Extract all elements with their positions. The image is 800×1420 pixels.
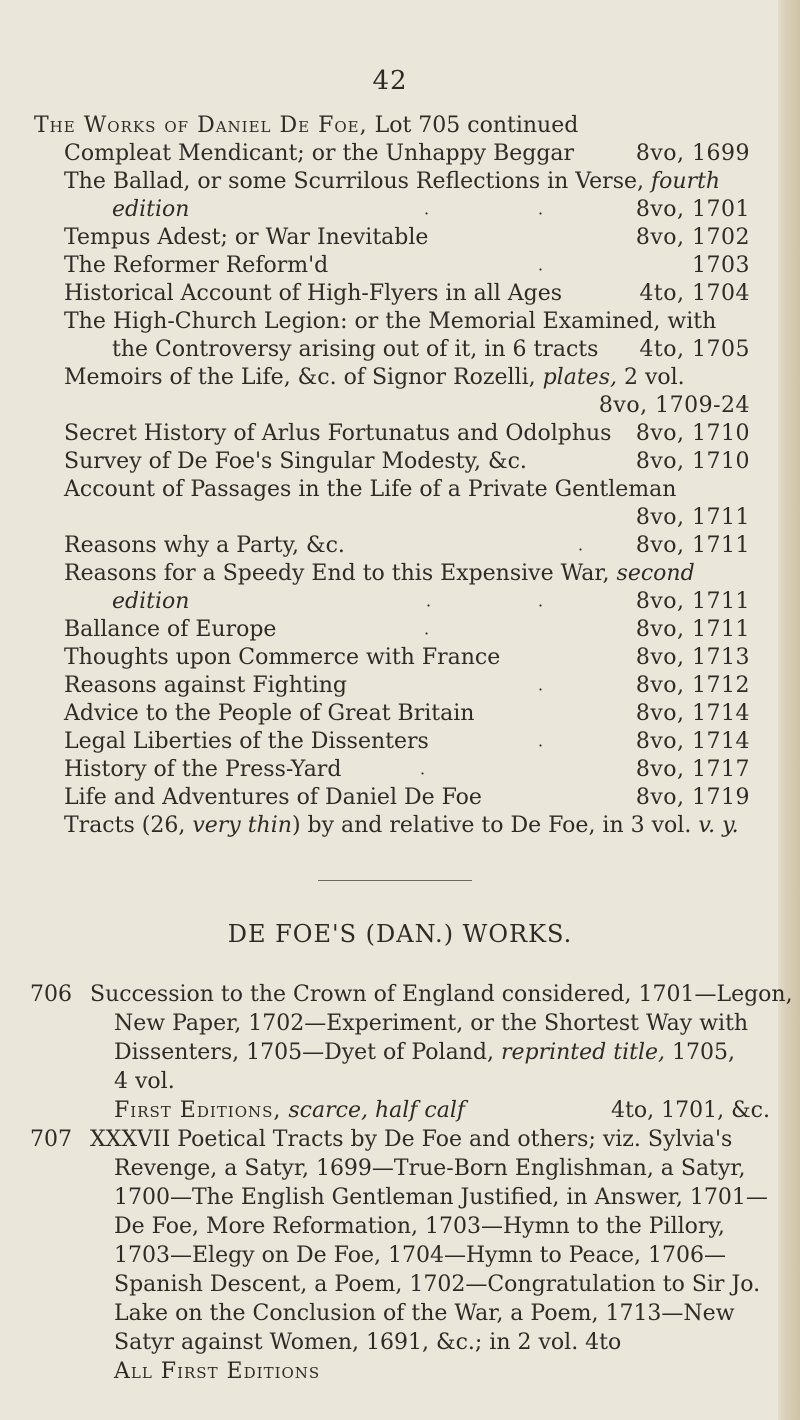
entry-title: Thoughts upon Commerce with France [64, 645, 501, 670]
entry-format: 8vo, 1711 [635, 617, 750, 642]
entry-format: 8vo, 1717 [635, 757, 750, 782]
leader-dot: · [426, 596, 432, 615]
entry-format: 4to, 1705 [639, 337, 750, 362]
entry-title: Account of Passages in the Life of a Private Gentleman [64, 477, 677, 502]
leader-dot: · [424, 624, 430, 643]
entry-title: Tempus Adest; or War Inevitable [64, 225, 429, 250]
entry-format: 8vo, 1699 [635, 141, 750, 166]
entry-format: 8vo, 1711 [635, 505, 750, 530]
entry-format: 8vo, 1711 [635, 533, 750, 558]
section-title: DE FOE'S (DAN.) WORKS. [227, 920, 573, 948]
entry-format: 1703 [692, 253, 750, 278]
entry-title: Advice to the People of Great Britain [64, 701, 475, 726]
entry-format: 8vo, 1713 [635, 645, 750, 670]
entry-title: Reasons against Fighting [64, 673, 348, 698]
entry-format: 8vo, 1714 [635, 701, 750, 726]
entry-title: Memoirs of the Life, &c. of Signor Rozelli, plates, 2 vol. [64, 365, 685, 390]
leader-dot: · [538, 736, 544, 755]
lot-line: XXXVII Poetical Tracts by De Foe and others; viz. Sylvia's [90, 1127, 733, 1152]
lot-line: 1700—The English Gentleman Justified, in Answer, 1701— [114, 1185, 768, 1210]
entry-title: Life and Adventures of Daniel De Foe [64, 785, 482, 810]
lot-line: Succession to the Crown of England considered, 1701—Legon, [90, 982, 793, 1007]
entry-title: History of the Press-Yard [64, 757, 342, 782]
leader-dot: · [424, 204, 430, 223]
entry-title: The High-Church Legion: or the Memorial Examined, with [64, 309, 717, 334]
entry-title-cont: the Controversy arising out of it, in 6 tracts [112, 337, 599, 362]
entry-title: The Ballad, or some Scurrilous Reflections in Verse, fourth [64, 169, 721, 194]
entry-title: Reasons why a Party, &c. [64, 533, 345, 558]
page-edge [778, 0, 800, 1420]
entry-format: 8vo, 1712 [635, 673, 750, 698]
lot-line: New Paper, 1702—Experiment, or the Shortest Way with [114, 1011, 749, 1036]
lot-edition-line: First Editions, scarce, half calf [114, 1098, 466, 1123]
entry-title: Legal Liberties of the Dissenters [64, 729, 429, 754]
heading-suffix: Lot 705 continued [374, 113, 579, 138]
lot-line: 1703—Elegy on De Foe, 1704—Hymn to Peace, 1706— [114, 1243, 726, 1268]
lot-format: 4to, 1701, &c. [611, 1098, 770, 1123]
entry-format: 8vo, 1711 [635, 589, 750, 614]
lot-line: Satyr against Women, 1691, &c.; in 2 vol. 4to [114, 1330, 622, 1355]
entry-format: 4to, 1704 [639, 281, 750, 306]
page-number: 42 [372, 66, 408, 96]
section-rule [318, 880, 472, 881]
leader-dot: · [420, 764, 426, 783]
leader-dot: · [538, 680, 544, 699]
lot-edition-line: All First Editions [114, 1359, 321, 1384]
lot-line: 4 vol. [114, 1069, 175, 1094]
leader-dot: · [538, 204, 544, 223]
entry-title: Survey of De Foe's Singular Modesty, &c. [64, 449, 527, 474]
entry-format: 8vo, 1714 [635, 729, 750, 754]
entry-title: Compleat Mendicant; or the Unhappy Beggar [64, 141, 575, 166]
entry-title: Secret History of Arlus Fortunatus and Odolphus [64, 421, 612, 446]
entry-format: 8vo, 1701 [635, 197, 750, 222]
entry-title: Ballance of Europe [64, 617, 277, 642]
lot-line: De Foe, More Reformation, 1703—Hymn to the Pillory, [114, 1214, 725, 1239]
entry-title: Historical Account of High-Flyers in all Ages [64, 281, 563, 306]
entry-title: The Reformer Reform'd [64, 253, 329, 278]
lot-number: 706 [30, 982, 72, 1007]
entry-edition: edition [112, 589, 190, 614]
leader-dot: · [578, 540, 584, 559]
entry-format: 8vo, 1719 [635, 785, 750, 810]
heading-prefix: The Works of Daniel De Foe, [34, 113, 368, 138]
entry-format: 8vo, 1702 [635, 225, 750, 250]
lot-number: 707 [30, 1127, 72, 1152]
lot-line: Spanish Descent, a Poem, 1702—Congratulation to Sir Jo. [114, 1272, 761, 1297]
lot-line: Dissenters, 1705—Dyet of Poland, reprinted title, 1705, [114, 1040, 735, 1065]
entry-title: Tracts (26, very thin) by and relative to De Foe, in 3 vol. v. y. [64, 813, 739, 838]
lot-heading [34, 112, 774, 140]
entry-format: 8vo, 1710 [635, 421, 750, 446]
leader-dot: · [538, 260, 544, 279]
lot-line: Lake on the Conclusion of the War, a Poem, 1713—New [114, 1301, 735, 1326]
entry-title: Reasons for a Speedy End to this Expensive War, second [64, 561, 695, 586]
leader-dot: · [538, 596, 544, 615]
entry-format: 8vo, 1709-24 [598, 393, 750, 418]
lot-line: Revenge, a Satyr, 1699—True-Born Englishman, a Satyr, [114, 1156, 746, 1181]
entry-format: 8vo, 1710 [635, 449, 750, 474]
entry-edition: edition [112, 197, 190, 222]
